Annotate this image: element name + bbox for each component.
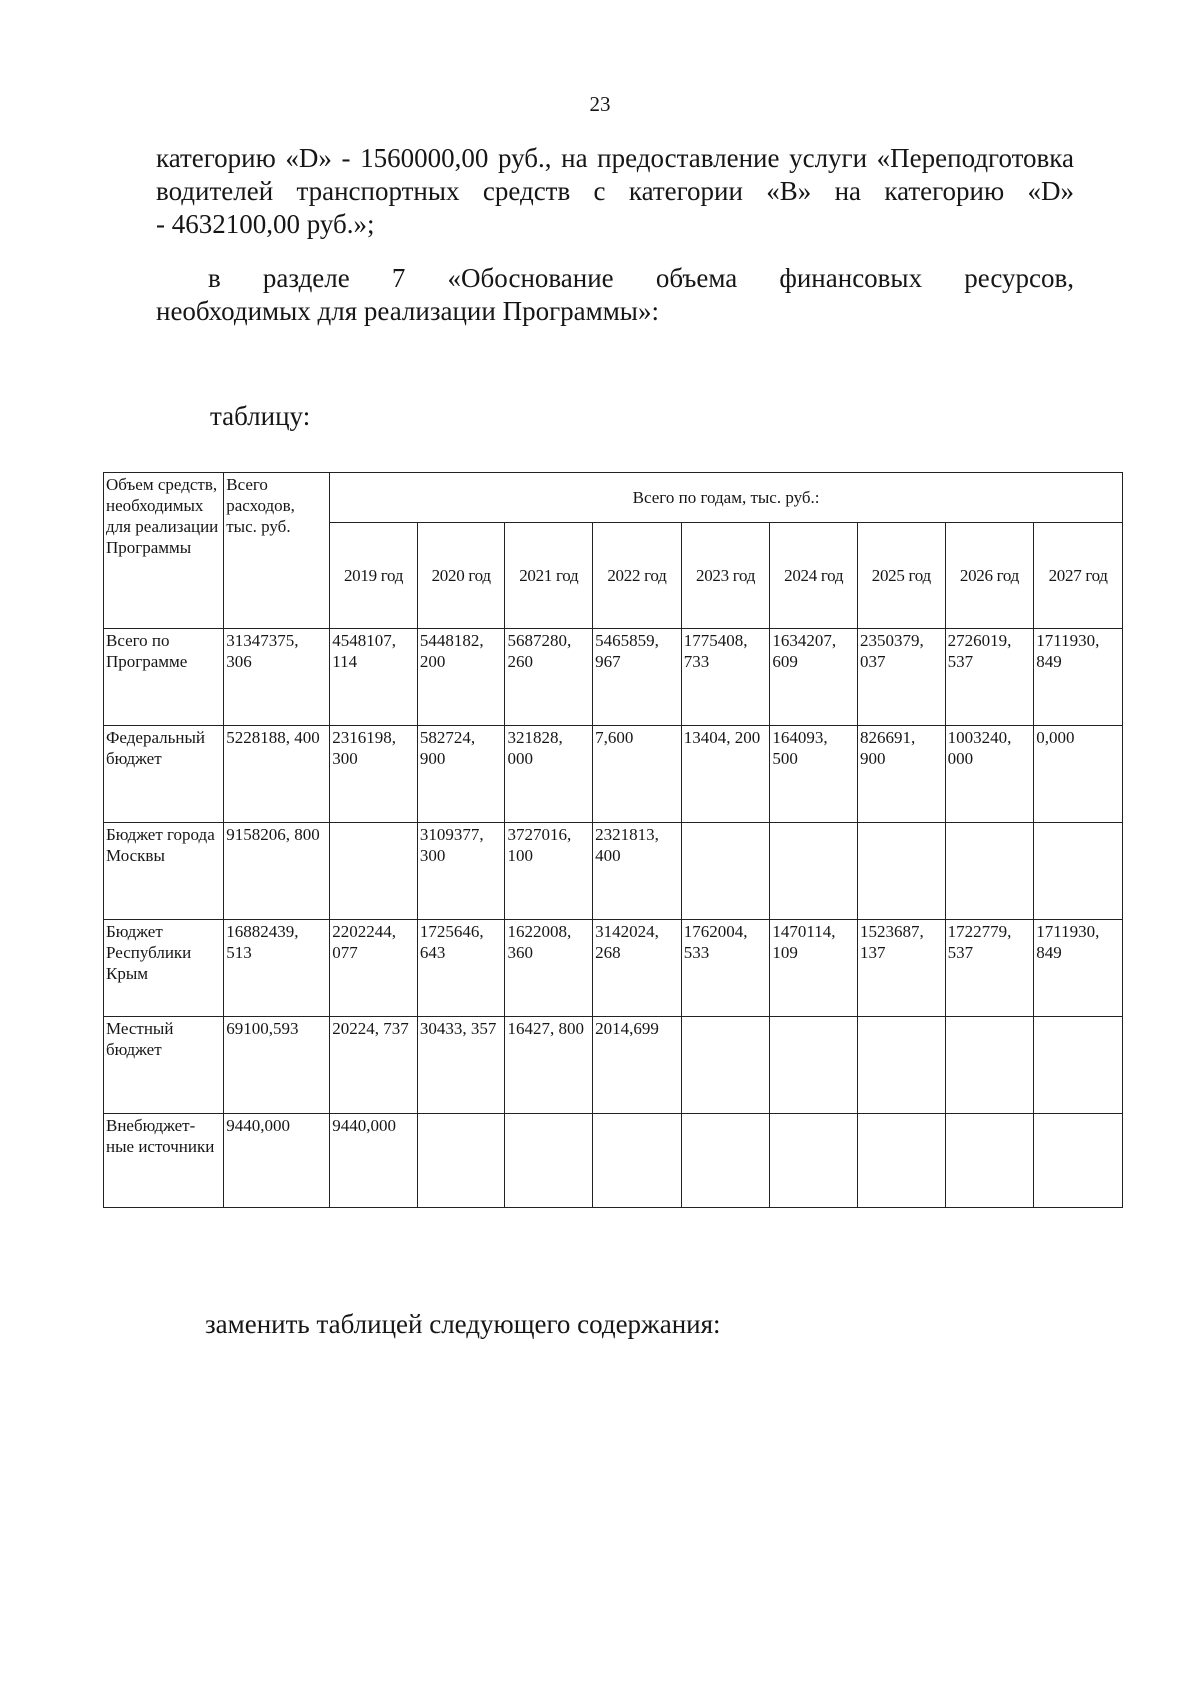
year-value-cell: 16427, 800 xyxy=(505,1017,593,1114)
header-year: 2021 год xyxy=(505,523,593,629)
header-year: 2026 год xyxy=(945,523,1034,629)
paragraph-category-d xyxy=(156,142,1074,241)
year-value-cell xyxy=(945,1017,1034,1114)
year-value-cell: 1003240, 000 xyxy=(945,726,1034,823)
year-value-cell xyxy=(857,1114,945,1208)
header-funds-column: Объем средств, необходимых для реализации Программы xyxy=(104,473,224,629)
header-year: 2022 год xyxy=(593,523,682,629)
row-label-cell: Бюджет города Москвы xyxy=(104,823,224,920)
table-row xyxy=(104,823,1123,920)
year-value-cell: 1722779, 537 xyxy=(945,920,1034,1017)
header-year: 2025 год xyxy=(857,523,945,629)
year-value-cell xyxy=(945,823,1034,920)
year-value-cell: 1711930, 849 xyxy=(1034,920,1123,1017)
year-value-cell: 9440,000 xyxy=(330,1114,418,1208)
year-value-cell: 2726019, 537 xyxy=(945,629,1034,726)
year-value-cell xyxy=(857,1017,945,1114)
table-header-row xyxy=(104,473,1123,523)
year-value-cell: 1711930, 849 xyxy=(1034,629,1123,726)
budget-table xyxy=(103,472,1123,1208)
header-year: 2023 год xyxy=(681,523,770,629)
row-label-cell: Федеральный бюджет xyxy=(104,726,224,823)
year-value-cell: 30433, 357 xyxy=(417,1017,505,1114)
year-value-cell: 3727016, 100 xyxy=(505,823,593,920)
year-value-cell: 1523687, 137 xyxy=(857,920,945,1017)
year-value-cell: 1775408, 733 xyxy=(681,629,770,726)
year-value-cell xyxy=(505,1114,593,1208)
year-value-cell: 7,600 xyxy=(593,726,682,823)
year-value-cell: 2316198, 300 xyxy=(330,726,418,823)
paragraph-line: в разделе 7 «Обоснование объема финансовых ресурсов, xyxy=(208,263,1074,293)
year-value-cell xyxy=(857,823,945,920)
table-row xyxy=(104,629,1123,726)
paragraph-section-7 xyxy=(156,262,1074,328)
table-row xyxy=(104,1114,1123,1208)
header-year: 2024 год xyxy=(770,523,858,629)
paragraph-replace-instruction: заменить таблицей следующего содержания: xyxy=(205,1309,721,1339)
year-value-cell xyxy=(330,823,418,920)
year-value-cell: 3109377, 300 xyxy=(417,823,505,920)
row-label-cell: Бюджет Республики Крым xyxy=(104,920,224,1017)
header-total-column: Всего расходов, тыс. руб. xyxy=(224,473,330,629)
year-value-cell: 826691, 900 xyxy=(857,726,945,823)
table-row xyxy=(104,726,1123,823)
year-value-cell: 1470114, 109 xyxy=(770,920,858,1017)
year-value-cell: 2202244, 077 xyxy=(330,920,418,1017)
year-value-cell: 5448182, 200 xyxy=(417,629,505,726)
year-value-cell xyxy=(945,1114,1034,1208)
year-value-cell: 1622008, 360 xyxy=(505,920,593,1017)
year-value-cell xyxy=(417,1114,505,1208)
header-year: 2020 год xyxy=(417,523,505,629)
year-value-cell xyxy=(1034,823,1123,920)
year-value-cell: 2350379, 037 xyxy=(857,629,945,726)
header-years-group: Всего по годам, тыс. руб.: xyxy=(330,473,1123,523)
row-total-cell: 5228188, 400 xyxy=(224,726,330,823)
year-value-cell: 1725646, 643 xyxy=(417,920,505,1017)
year-value-cell xyxy=(1034,1017,1123,1114)
row-label-cell: Всего по Программе xyxy=(104,629,224,726)
year-value-cell xyxy=(770,1017,858,1114)
table-row xyxy=(104,920,1123,1017)
row-total-cell: 16882439, 513 xyxy=(224,920,330,1017)
header-year: 2027 год xyxy=(1034,523,1123,629)
year-value-cell: 4548107, 114 xyxy=(330,629,418,726)
row-label-cell: Внебюджет-ные источники xyxy=(104,1114,224,1208)
year-value-cell: 3142024, 268 xyxy=(593,920,682,1017)
year-value-cell: 13404, 200 xyxy=(681,726,770,823)
year-value-cell xyxy=(593,1114,682,1208)
header-year: 2019 год xyxy=(330,523,418,629)
row-total-cell: 9158206, 800 xyxy=(224,823,330,920)
paragraph-line: - 4632100,00 руб.»; xyxy=(156,209,375,239)
paragraph-line: категорию «D» - 1560000,00 руб., на предоставление услуги «Переподготовка xyxy=(156,143,1074,173)
page-number: 23 xyxy=(589,92,611,116)
year-value-cell: 1762004, 533 xyxy=(681,920,770,1017)
year-value-cell: 1634207, 609 xyxy=(770,629,858,726)
paragraph-line: водителей транспортных средств с категории «В» на категорию «D» xyxy=(156,176,1074,206)
row-label-cell: Местный бюджет xyxy=(104,1017,224,1114)
year-value-cell: 20224, 737 xyxy=(330,1017,418,1114)
year-value-cell xyxy=(770,1114,858,1208)
year-value-cell xyxy=(681,823,770,920)
year-value-cell: 582724, 900 xyxy=(417,726,505,823)
year-value-cell: 321828, 000 xyxy=(505,726,593,823)
row-total-cell: 69100,593 xyxy=(224,1017,330,1114)
year-value-cell xyxy=(1034,1114,1123,1208)
paragraph-table-intro: таблицу: xyxy=(210,401,311,431)
year-value-cell: 5687280, 260 xyxy=(505,629,593,726)
year-value-cell xyxy=(681,1017,770,1114)
table-row xyxy=(104,1017,1123,1114)
year-value-cell: 2014,699 xyxy=(593,1017,682,1114)
year-value-cell: 2321813, 400 xyxy=(593,823,682,920)
year-value-cell xyxy=(681,1114,770,1208)
paragraph-line: необходимых для реализации Программы»: xyxy=(156,296,659,326)
table-body xyxy=(104,629,1123,1208)
year-value-cell xyxy=(770,823,858,920)
year-value-cell: 164093, 500 xyxy=(770,726,858,823)
row-total-cell: 31347375, 306 xyxy=(224,629,330,726)
year-value-cell: 0,000 xyxy=(1034,726,1123,823)
row-total-cell: 9440,000 xyxy=(224,1114,330,1208)
year-value-cell: 5465859, 967 xyxy=(593,629,682,726)
